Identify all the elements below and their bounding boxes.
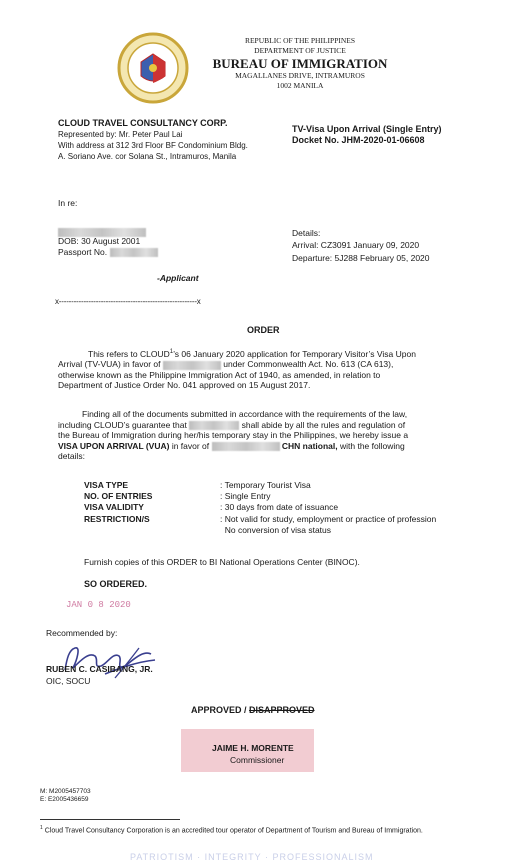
p2-line2b: shall abide by all the rules and regulation of bbox=[241, 419, 406, 430]
p2-line4d: with the following bbox=[337, 440, 405, 451]
company-address-2: A. Soriano Ave. cor Solana St., Intramuros, Manila bbox=[58, 152, 237, 161]
separator-line: x--------------------------------------------------------x bbox=[55, 297, 201, 306]
letterhead-city: 1002 MANILA bbox=[276, 81, 324, 90]
order-paragraph-1: This refers to CLOUD$^1$’s 06 January 2020 application for Temporary Visitor’s Visa Upon Arrival (TV-VUA) in favor of under Commonwealth Act. No. 613 (CA 613), otherwise known as the Philippine Immigration Act of 1940, as amended, in relation to Department of Justice Order No. 041 approved on 15 August 2017. bbox=[58, 347, 488, 391]
letterhead-republic: REPUBLIC OF THE PHILIPPINES bbox=[244, 36, 356, 45]
code-m: M: M2005457703 bbox=[40, 788, 91, 795]
applicant-passport bbox=[58, 247, 158, 257]
p1-line2b: under Commonwealth Act. No. 613 (CA 613), bbox=[223, 359, 394, 370]
footnote-mark: 1 bbox=[40, 825, 43, 831]
order-paragraph-2 bbox=[58, 409, 490, 462]
details-arrival: Arrival: CZ3091 January 09, 2020 bbox=[292, 240, 420, 250]
letterhead-bureau: BUREAU OF IMMIGRATION bbox=[212, 56, 388, 71]
commissioner-name: JAIME H. MORENTE bbox=[212, 743, 294, 753]
approval-line bbox=[191, 705, 315, 715]
footnote-rule bbox=[40, 819, 180, 820]
visa-details-table bbox=[84, 480, 436, 536]
p2-line2a: including CLOUD’s guarantee that bbox=[58, 419, 187, 430]
company-rep: Represented by: Mr. Peter Paul Lai bbox=[58, 130, 183, 139]
letterhead-department: DEPARTMENT OF JUSTICE bbox=[254, 46, 346, 55]
disapproved-word: DISAPPROVED bbox=[249, 705, 315, 715]
passport-label: Passport No. bbox=[58, 247, 108, 257]
footnote bbox=[40, 824, 500, 835]
reference-codes bbox=[40, 788, 91, 804]
furnish-copies: Furnish copies of this ORDER to BI National Operations Center (BINOC). bbox=[84, 557, 360, 567]
inre-label: In re: bbox=[58, 198, 78, 208]
p2-line3: the Bureau of Immigration during her/his temporary stay in the Philippines, we hereby issue a bbox=[58, 430, 409, 440]
applicant-dob: DOB: 30 August 2001 bbox=[58, 236, 141, 246]
date-stamp: JAN 0 8 2020 bbox=[66, 600, 131, 610]
company-name: CLOUD TRAVEL CONSULTANCY CORP. bbox=[58, 118, 228, 128]
visa-detail-row: VISA VALIDITY : 30 days from date of issuance bbox=[84, 502, 339, 513]
company-address-1: With address at 312 3rd Floor BF Condominium Bldg. bbox=[58, 141, 248, 150]
footnote-text: Cloud Travel Consultancy Corporation is an accredited tour operator of Department of Tourism and Bureau of Immigration. bbox=[44, 827, 423, 835]
commissioner-title: Commissioner bbox=[230, 755, 285, 765]
p2-line4b: in favor of bbox=[169, 440, 210, 451]
p1-line1b: ’s 06 January 2020 application for Temporary Visitor’s Visa Upon bbox=[173, 348, 416, 359]
p2-line1: Finding all of the documents submitted in accordance with the requirements of the law, bbox=[82, 409, 408, 419]
visa-detail-row: VISA TYPE : Temporary Tourist Visa bbox=[84, 480, 311, 490]
p1-line1a: This refers to CLOUD bbox=[88, 348, 170, 359]
so-ordered: SO ORDERED. bbox=[84, 579, 148, 589]
letterhead-address: MAGALLANES DRIVE, INTRAMUROS bbox=[235, 71, 365, 80]
p2-chn: CHN national, bbox=[281, 440, 338, 451]
visa-detail-row: RESTRICTION/S : Not valid for study, employment or practice of profession bbox=[84, 513, 437, 524]
p2-line5: details: bbox=[58, 451, 85, 461]
details-departure: Departure: 5J288 February 05, 2020 bbox=[292, 253, 430, 263]
p1-line3: otherwise known as the Philippine Immigration Act of 1940, as amended, in relation to bbox=[58, 369, 381, 380]
visa-type-heading: TV-Visa Upon Arrival (Single Entry) bbox=[292, 124, 442, 134]
watermark: PATRIOTISM · INTEGRITY · PROFESSIONALISM bbox=[130, 852, 374, 862]
visa-detail-row: No conversion of visa status bbox=[220, 524, 332, 535]
officer-title: OIC, SOCU bbox=[46, 676, 91, 686]
officer-name: RUBEN C. CASIBANG, JR. bbox=[46, 664, 153, 674]
p1-line4: Department of Justice Order No. 041 approved on 15 August 2017. bbox=[58, 380, 311, 391]
p2-vua: VISA UPON ARRIVAL (VUA) bbox=[58, 440, 170, 451]
bureau-seal-icon bbox=[117, 32, 189, 104]
visa-detail-row: NO. OF ENTRIES : Single Entry bbox=[84, 491, 271, 502]
applicant-label: -Applicant bbox=[157, 273, 199, 283]
code-e: E: E2005436659 bbox=[40, 796, 89, 803]
details-label: Details: bbox=[292, 228, 321, 238]
letterhead bbox=[200, 36, 400, 91]
order-title: ORDER bbox=[247, 325, 280, 335]
docket-number: Docket No. JHM-2020-01-06608 bbox=[292, 135, 425, 145]
recommended-by: Recommended by: bbox=[46, 628, 118, 638]
p1-line2a: Arrival (TV-VUA) in favor of bbox=[58, 359, 161, 370]
approved-word: APPROVED / bbox=[191, 705, 247, 715]
